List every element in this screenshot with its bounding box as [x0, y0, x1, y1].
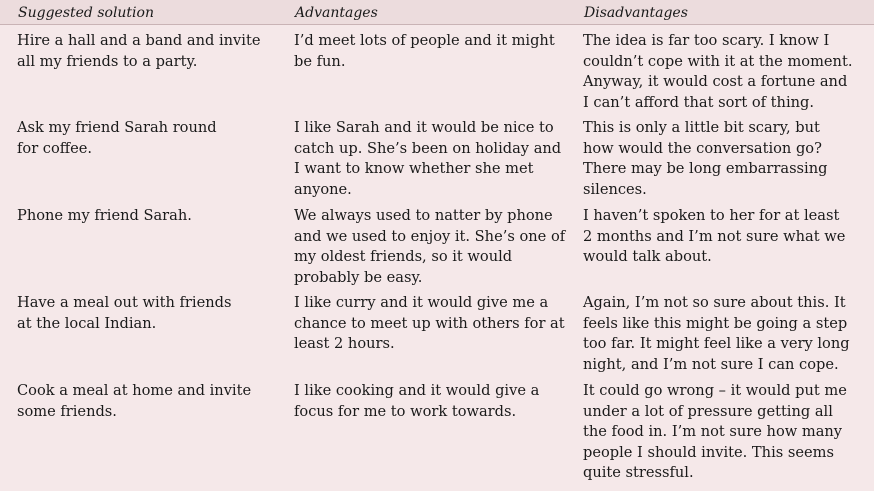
advantages-cell: I like curry and it would give me a chance to meet up with others for at least 2 hours.: [294, 294, 565, 352]
solution-cell: Phone my friend Sarah.: [17, 207, 192, 224]
header-suggested-solution: Suggested solution: [18, 5, 154, 21]
advantages-cell: I like Sarah and it would be nice to catch up. She’s been on holiday and I want to know whether she met anyone.: [294, 119, 562, 198]
disadvantages-cell: It could go wrong – it would put me under a lot of pressure getting all the food in. I’m not sure how many people I should invite. This seems quite stressful.: [583, 382, 847, 481]
disadvantages-cell: Again, I’m not so sure about this. It feels like this might be going a step too far. It might feel like a very long night, and I’m not sure I can cope.: [583, 294, 850, 373]
advantages-cell: We always used to natter by phone and we used to enjoy it. She’s one of my oldest friends, so it would probably be easy.: [294, 207, 566, 286]
advantages-cell: I like cooking and it would give a focus for me to work towards.: [294, 382, 540, 420]
solution-cell: Cook a meal at home and invite some friends.: [17, 382, 252, 420]
solution-cell: Ask my friend Sarah round for coffee.: [17, 119, 217, 157]
disadvantages-cell: The idea is far too scary. I know I couldn’t cope with it at the moment. Anyway, it would cost a fortune and I can’t afford that sort of thing.: [583, 32, 853, 111]
solution-cell: Have a meal out with friends at the local Indian.: [17, 294, 232, 332]
header-advantages: Advantages: [295, 5, 378, 21]
table-header: [0, 0, 874, 25]
disadvantages-cell: I haven’t spoken to her for at least 2 months and I’m not sure what we would talk about.: [583, 207, 846, 265]
advantages-cell: I’d meet lots of people and it might be fun.: [294, 32, 555, 70]
header-disadvantages: Disadvantages: [584, 5, 688, 21]
solution-cell: Hire a hall and a band and invite all my friends to a party.: [17, 32, 261, 70]
disadvantages-cell: This is only a little bit scary, but how would the conversation go? There may be long embarrassing silences.: [583, 119, 828, 198]
